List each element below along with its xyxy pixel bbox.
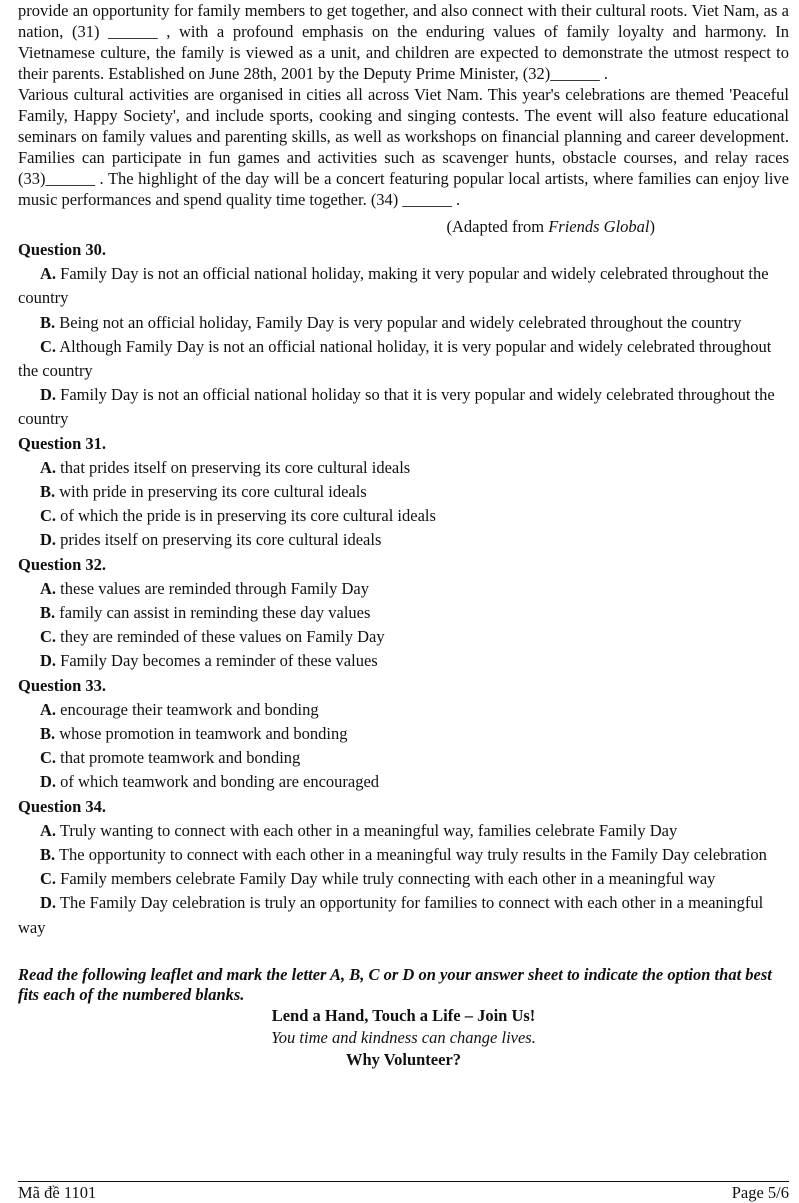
question-title: Question 32.: [18, 554, 107, 574]
option-letter: C.: [40, 869, 57, 889]
exam-page: [18, 0, 789, 1071]
option-letter: D.: [40, 385, 57, 405]
option-letter: A.: [40, 264, 57, 284]
option-letter: A.: [40, 699, 57, 719]
option-text: encourage their teamwork and bonding: [56, 699, 319, 719]
question-option: [18, 601, 789, 625]
option-letter: A.: [40, 578, 57, 598]
footer-divider: [18, 1181, 789, 1182]
option-text: Truly wanting to connect with each other in a meaningful way, families celebrate Family Day: [56, 820, 678, 840]
option-letter: A.: [40, 457, 57, 477]
option-text: that prides itself on preserving its core cultural ideals: [56, 457, 411, 477]
leaflet-heading: Why Volunteer?: [345, 1049, 462, 1069]
option-text: Family Day becomes a reminder of these values: [56, 651, 378, 671]
option-letter: D.: [40, 651, 57, 671]
question-title: Question 33.: [18, 675, 107, 695]
question-option: [18, 311, 789, 335]
leaflet-title: Lend a Hand, Touch a Life – Join Us!: [271, 1005, 536, 1025]
option-text: of which the pride is in preserving its core cultural ideals: [56, 506, 436, 526]
question-option: [18, 480, 789, 504]
leaflet-subtitle: You time and kindness can change lives.: [271, 1027, 536, 1047]
question-option: [18, 843, 789, 867]
option-text: The Family Day celebration is truly an opportunity for families to connect with each other in a meaningful way: [18, 893, 764, 937]
option-letter: C.: [40, 336, 57, 356]
question-title: Question 34.: [18, 796, 107, 816]
option-letter: C.: [40, 627, 57, 647]
option-letter: C.: [40, 748, 57, 768]
source-suffix: ): [649, 217, 655, 236]
question-option: [18, 504, 789, 528]
page-number: Page 5/6: [731, 1183, 789, 1202]
question-option: [18, 649, 789, 673]
option-letter: B.: [40, 482, 56, 502]
option-text: Being not an official holiday, Family Day is very popular and widely celebrated throughout the country: [55, 312, 742, 332]
question-title: Question 30.: [18, 240, 107, 259]
option-letter: A.: [40, 820, 57, 840]
source-title: Friends Global: [548, 217, 650, 236]
question-option: [18, 819, 789, 843]
option-letter: B.: [40, 724, 56, 744]
question-option: [18, 577, 789, 601]
page-footer: [18, 1183, 789, 1203]
option-text: they are reminded of these values on Family Day: [56, 627, 385, 647]
option-letter: D.: [40, 772, 57, 792]
question-option: [18, 770, 789, 794]
passage-paragraph-1: provide an opportunity for family members to get together, and also connect with their cultural roots. Viet Nam, as a nation, (31) ______ , with a profound emphasis on the enduring values of family loyalty and harmony. In Vietnamese culture, the family is viewed as a unit, and children are expected to demonstrate the utmost respect to their parents. Established on June 28th, 2001 by the Deputy Prime Minister, (32)______ .: [18, 1, 789, 83]
option-letter: C.: [40, 506, 57, 526]
question-option: [18, 746, 789, 770]
option-text: of which teamwork and bonding are encouraged: [56, 772, 380, 792]
question-option: [18, 335, 789, 383]
source-prefix: (Adapted from: [446, 217, 549, 236]
question-option: [18, 698, 789, 722]
option-text: these values are reminded through Family Day: [56, 578, 369, 598]
question-option: [18, 625, 789, 649]
option-letter: B.: [40, 312, 56, 332]
option-text: The opportunity to connect with each other in a meaningful way truly results in the Family Day celebration: [55, 845, 767, 865]
option-letter: D.: [40, 530, 57, 550]
question-option: [18, 722, 789, 746]
question-option: [18, 528, 789, 552]
option-text: with pride in preserving its core cultural ideals: [55, 482, 367, 502]
question-option: [18, 383, 789, 431]
option-text: Family Day is not an official national holiday, making it very popular and widely celebrated throughout the country: [18, 264, 769, 308]
option-letter: B.: [40, 603, 56, 623]
passage-paragraph-2: Various cultural activities are organised in cities all across Viet Nam. This year's celebrations are themed 'Peaceful Family, Happy Society', and include sports, cooking and singing contests. The event will also feature educational seminars on family values and parenting skills, as well as workshops on financial planning and career development. Families can participate in fun games and activities such as scavenger hunts, obstacle courses, and relay races (33)______ . The highlight of the day will be a concert featuring popular local artists, where families can enjoy live music performances and spend quality time together. (34) ______ .: [18, 85, 789, 209]
option-letter: D.: [40, 893, 57, 913]
leaflet-instruction: Read the following leaflet and mark the letter A, B, C or D on your answer sheet to indicate the option that best fits each of the numbered blanks.: [18, 964, 772, 1004]
question-title: Question 31.: [18, 433, 107, 453]
option-text: that promote teamwork and bonding: [56, 748, 301, 768]
passage-source: [18, 216, 789, 238]
option-text: whose promotion in teamwork and bonding: [55, 724, 348, 744]
option-letter: B.: [40, 845, 56, 865]
question-option: [18, 867, 789, 891]
question-option: [18, 456, 789, 480]
question-option: [18, 891, 789, 939]
option-text: Family members celebrate Family Day while truly connecting with each other in a meaningful way: [56, 869, 716, 889]
question-option: [18, 262, 789, 310]
option-text: family can assist in reminding these day values: [55, 603, 371, 623]
exam-code: Mã đề 1101: [18, 1183, 97, 1202]
option-text: Although Family Day is not an official national holiday, it is very popular and widely celebrated throughout the country: [18, 336, 772, 381]
option-text: Family Day is not an official national holiday so that it is very popular and widely celebrated throughout the country: [18, 385, 775, 429]
option-text: prides itself on preserving its core cultural ideals: [56, 530, 382, 550]
